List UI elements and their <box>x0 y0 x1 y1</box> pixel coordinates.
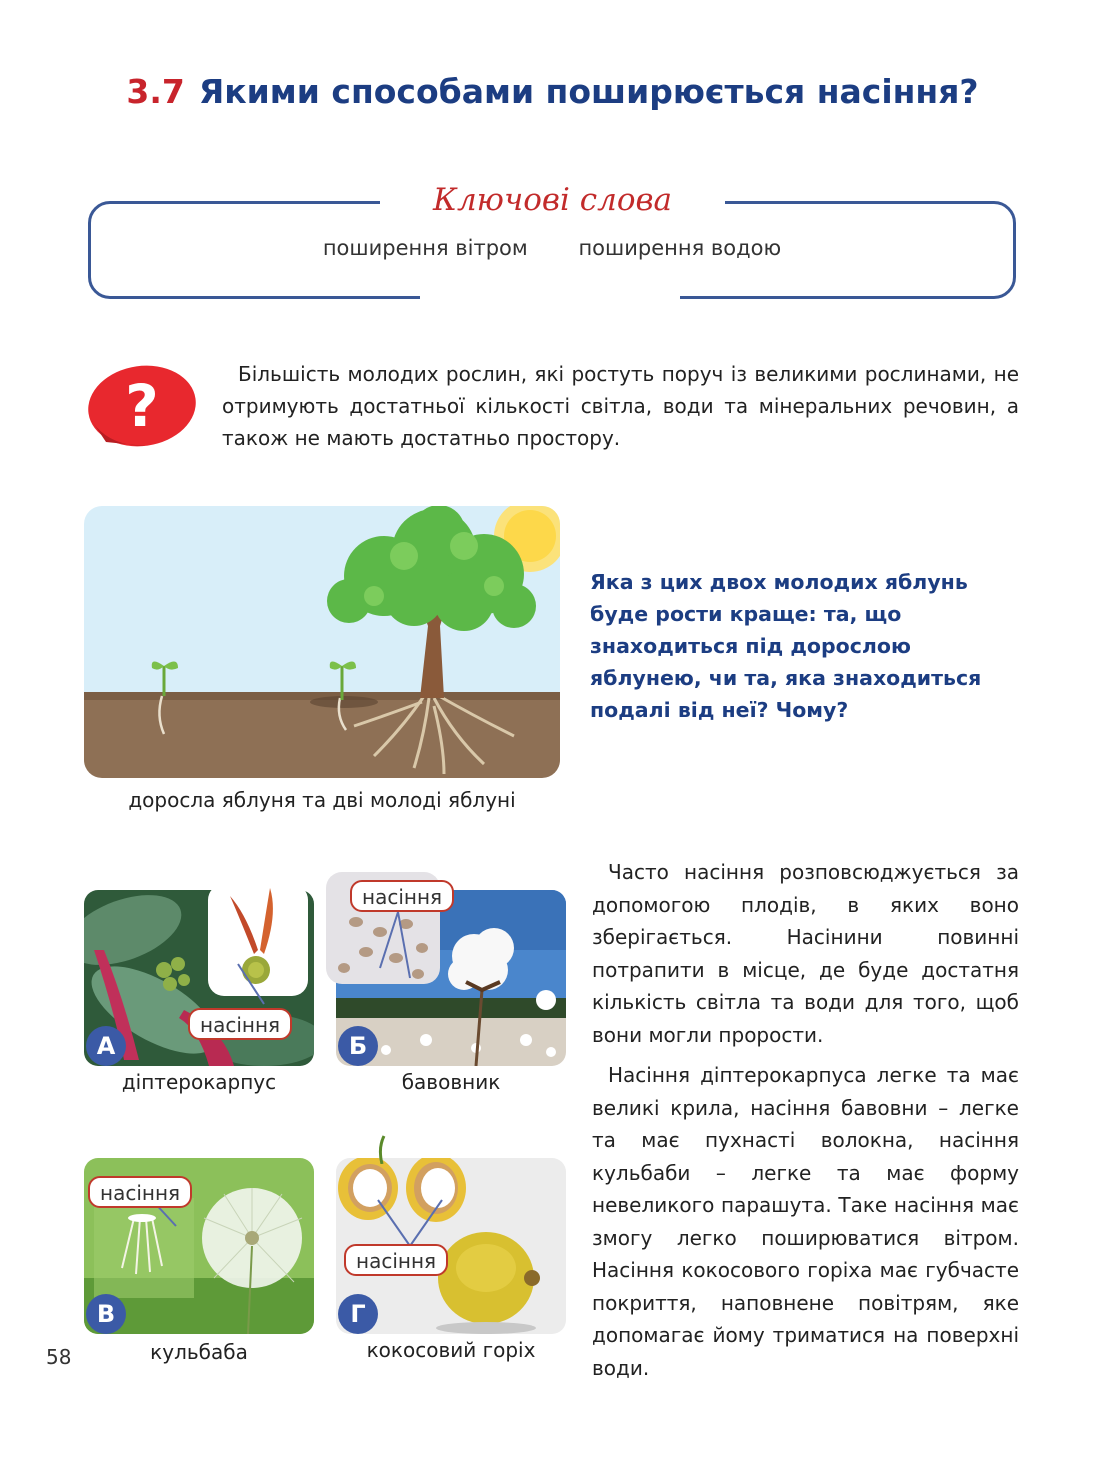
seed-label-v: насіння <box>88 1176 192 1208</box>
coconut-pointer <box>370 1190 450 1250</box>
body-paragraph-1: Часто насіння розповсюджується за допомогою плодів, в яких воно зберігається. Насінини повинні потрапити в місце, де буде достатня кількість світла та води для того, щоб вони могли прорости. <box>592 860 1019 1047</box>
photo-letter-b: Б <box>338 1026 378 1066</box>
keywords-box-gap <box>420 286 680 304</box>
photo-letter-g: Г <box>338 1294 378 1334</box>
seed-label-g: насіння <box>344 1244 448 1276</box>
body-text <box>592 856 1019 1392</box>
dipterocarpus-pointer <box>230 960 290 1010</box>
apple-tree-illustration <box>84 506 560 778</box>
caption-dandelion: кульбаба <box>150 1340 248 1364</box>
intro-paragraph: Більшість молодих рослин, які ростуть поруч із великими рослинами, не отримують достатньої кількості світла, води та мінеральних речовин, а також не мають достатньо простору. <box>222 362 1019 450</box>
caption-coconut: кокосовий горіх <box>366 1338 536 1362</box>
scene-caption: доросла яблуня та дві молоді яблуні <box>128 788 516 812</box>
seed-label-a: насіння <box>188 1008 292 1040</box>
question-icon <box>86 362 198 448</box>
keywords-list <box>90 236 1014 260</box>
keyword-water: поширення водою <box>578 236 782 260</box>
coconut-stem <box>372 1134 392 1164</box>
body-paragraph-2: Насіння діптерокарпуса легке та має великі крила, насіння бавовни – легке та має пухнасті волокна, насіння кульбаби – легке та має форму невеликого парашута. Таке насіння має змогу легко поширюватися вітром. Насіння кокосового горіха має губчасте покриття, наповнене повітрям, яке допомагає йому триматися на поверхні води. <box>592 1063 1019 1380</box>
seed-label-b: насіння <box>350 880 454 912</box>
caption-cotton: бавовник <box>401 1070 501 1094</box>
thinking-question: Яка з цих двох молодих яблунь буде рости краще: та, що знаходиться під дорослою яблунею, чи та, яка знаходиться подалі від неї? Чому? <box>590 570 982 722</box>
photo-letter-v: В <box>86 1294 126 1334</box>
page-title <box>0 72 1105 111</box>
photo-letter-a: А <box>86 1026 126 1066</box>
caption-dipterocarpus: діптерокарпус <box>121 1070 277 1094</box>
section-title: Якими способами поширюється насіння? <box>198 72 979 111</box>
svg-text:?: ? <box>125 372 159 440</box>
keyword-wind: поширення вітром <box>322 236 528 260</box>
section-number: 3.7 <box>126 72 185 111</box>
page-number: 58 <box>46 1345 72 1369</box>
cotton-pointer <box>366 908 426 998</box>
keywords-heading: Ключові слова <box>380 177 725 223</box>
